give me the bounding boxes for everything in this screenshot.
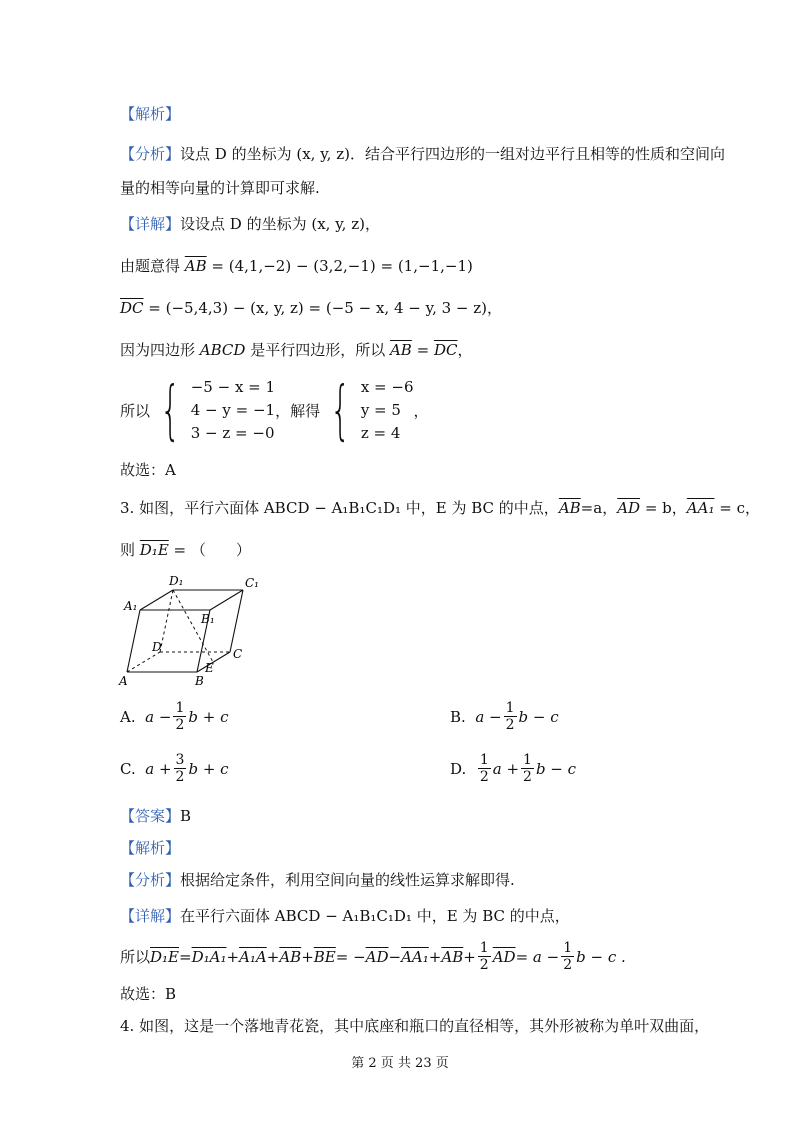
xiangjie-tag: 【详解】 bbox=[120, 907, 181, 925]
fraction bbox=[173, 700, 186, 733]
q3-answer bbox=[120, 806, 191, 826]
vector-ab: $\overline{AB}$ bbox=[184, 257, 207, 275]
fenxi-text-1: 设点 D 的坐标为 (x, y, z)．结合平行四边形的一组对边平行且相等的性质和空间向 bbox=[180, 145, 725, 163]
option-pre: a + bbox=[145, 759, 172, 778]
option-post: b + c bbox=[188, 759, 229, 778]
option-c[interactable] bbox=[120, 752, 229, 785]
option-label: B. bbox=[450, 707, 466, 726]
vec: $\overline{AB}$ bbox=[441, 947, 464, 966]
numerator: 1 bbox=[175, 700, 185, 716]
eq3-end: ， bbox=[457, 341, 473, 359]
q3-stem2-prefix: 则 bbox=[120, 541, 140, 559]
eq3-prefix: 因为四边形 bbox=[120, 341, 200, 359]
label-a: A bbox=[119, 674, 128, 687]
q3-final-answer: 故选：B bbox=[120, 985, 177, 1003]
q3-stem-1: 3. 如图，平行六面体 ABCD − A₁B₁C₁D₁ 中，E 为 BC 的中点，$\overline{AB}=a$，$\overline{AD} = b$，AA₁ = c， bbox=[120, 499, 760, 517]
denominator: 2 bbox=[563, 957, 573, 973]
vec: D₁A₁ bbox=[191, 947, 227, 966]
q3-fenxi bbox=[120, 870, 515, 890]
edge bbox=[140, 590, 173, 610]
sys1-row: 3 − z = −0 bbox=[190, 424, 275, 442]
denominator: 2 bbox=[505, 717, 515, 733]
xiangjie-tag: 【详解】 bbox=[120, 215, 181, 233]
fenxi-text: 根据给定条件，利用空间向量的线性运算求解即得. bbox=[180, 871, 515, 889]
vector-ad-q3: $\overline{AD}$ bbox=[617, 499, 641, 517]
denominator: 2 bbox=[523, 769, 532, 785]
left-brace: { bbox=[160, 373, 181, 448]
sys2-row: x = −6 bbox=[360, 378, 414, 396]
eq2-rest: = (−5,4,3) − (x, y, z) = (−5 − x, 4 − y, 3 − z)， bbox=[143, 299, 503, 317]
daan-value: B bbox=[180, 807, 192, 825]
fenxi-line-1 bbox=[120, 144, 725, 164]
hidden-edge bbox=[127, 652, 160, 672]
q3-ad-eq: = b bbox=[640, 499, 672, 517]
fraction bbox=[478, 940, 491, 973]
vector-d1e: D₁E bbox=[139, 541, 169, 559]
xiangjie-line bbox=[120, 214, 380, 234]
denominator: 2 bbox=[175, 769, 185, 785]
vector-dc-2: $\overline{DC}$ bbox=[433, 341, 458, 359]
edge bbox=[230, 590, 243, 652]
numerator: 3 bbox=[175, 752, 185, 768]
label-d: D bbox=[152, 640, 162, 654]
page-footer: 第 2 页 共 23 页 bbox=[351, 1056, 449, 1071]
eq3-abcd: ABCD bbox=[199, 341, 246, 359]
q3-jiexi-tag: 【解析】 bbox=[120, 839, 181, 857]
fraction bbox=[561, 940, 574, 973]
option-label: A. bbox=[120, 707, 136, 726]
sys-prefix: 所以 bbox=[120, 402, 151, 420]
q3-stem2-end: = （ ） bbox=[168, 541, 251, 559]
eq3-mid: 是平行四边形，所以 bbox=[245, 341, 390, 359]
option-post: b + c bbox=[188, 707, 229, 726]
daan-tag: 【答案】 bbox=[120, 807, 181, 825]
op: + bbox=[428, 947, 442, 966]
label-e: E bbox=[205, 661, 214, 675]
answer-1: 故选：A bbox=[120, 461, 176, 479]
op: = − bbox=[335, 947, 366, 966]
equation-ab bbox=[120, 256, 473, 276]
vector-ab-q3: $\overline{AB}$ bbox=[558, 499, 581, 517]
q3-aa1-eq: = c， bbox=[714, 499, 760, 517]
q3-stem-2 bbox=[120, 540, 251, 560]
xiangjie-text: 在平行六面体 ABCD − A₁B₁C₁D₁ 中，E 为 BC 的中点， bbox=[180, 907, 570, 925]
eq1-prefix: 由题意得 bbox=[120, 257, 185, 275]
option-a[interactable] bbox=[120, 700, 228, 733]
sys-end: ， bbox=[413, 402, 429, 420]
vec: $\overline{AD}$ bbox=[492, 947, 516, 966]
fraction bbox=[504, 700, 517, 733]
parallelogram-line bbox=[120, 340, 472, 360]
denominator: 2 bbox=[479, 769, 489, 785]
vector-dc: $\overline{DC}$ bbox=[120, 299, 144, 317]
equation-system bbox=[120, 373, 429, 448]
option-b[interactable] bbox=[450, 700, 559, 733]
denominator: 2 bbox=[479, 957, 489, 973]
numerator: 1 bbox=[505, 700, 515, 716]
q3-stem-text: 3. 如图，平行六面体 ABCD − A₁B₁C₁D₁ 中，E 为 BC 的中点， bbox=[120, 499, 559, 517]
sys2-row: z = 4 bbox=[360, 424, 401, 442]
option-pre: a − bbox=[145, 707, 172, 726]
sys1-row: 4 − y = −1 bbox=[190, 401, 276, 419]
numerator: 1 bbox=[523, 752, 532, 768]
op: + bbox=[226, 947, 240, 966]
option-label: D. bbox=[450, 759, 467, 778]
hidden-edge bbox=[160, 590, 173, 652]
q3-solution-equation bbox=[120, 940, 626, 973]
eq1-rest: = (4,1,−2) − (3,2,−1) = (1,−1,−1) bbox=[206, 257, 473, 275]
op: = a − bbox=[515, 947, 560, 966]
numerator: 1 bbox=[479, 940, 489, 956]
sol-prefix: 所以 bbox=[120, 948, 151, 966]
op: − bbox=[388, 947, 402, 966]
option-post: b − c bbox=[518, 707, 559, 726]
fenxi-tag: 【分析】 bbox=[120, 145, 181, 163]
system-2 bbox=[361, 376, 414, 445]
fraction bbox=[174, 752, 187, 785]
vec: A₁A bbox=[239, 947, 267, 966]
vector-aa1-q3: AA₁ bbox=[686, 499, 715, 517]
numerator: 1 bbox=[479, 752, 489, 768]
fenxi-tag: 【分析】 bbox=[120, 871, 181, 889]
fraction bbox=[478, 752, 491, 785]
op: + bbox=[266, 947, 280, 966]
op: + bbox=[301, 947, 314, 966]
option-mid: a + bbox=[492, 759, 520, 778]
denominator: 2 bbox=[175, 717, 185, 733]
option-pre: a − bbox=[475, 707, 502, 726]
q3-ab-eq: =a bbox=[580, 499, 603, 517]
label-c1: C₁ bbox=[245, 576, 259, 590]
fraction bbox=[521, 752, 534, 785]
q4-stem: 4. 如图，这是一个落地青花瓷，其中底座和瓶口的直径相等，其外形被称为单叶双曲面， bbox=[120, 1017, 710, 1035]
vec: D₁E bbox=[150, 947, 180, 966]
eq3-eq: = bbox=[411, 341, 434, 359]
xiangjie-text: 设设点 D 的坐标为 (x, y, z)， bbox=[180, 215, 380, 233]
vec: $\overline{AD}$ bbox=[365, 947, 389, 966]
q3-xiangjie bbox=[120, 906, 570, 926]
equation-dc bbox=[120, 298, 502, 318]
sol-end: b − c . bbox=[576, 947, 626, 966]
jiexi-tag: 【解析】 bbox=[120, 105, 181, 123]
parallelepiped-figure bbox=[115, 572, 265, 687]
sys1-row: −5 − x = 1 bbox=[190, 378, 276, 396]
vec: $\overline{AB}$ bbox=[279, 947, 302, 966]
label-a1: A₁ bbox=[124, 599, 138, 613]
label-b: B bbox=[195, 674, 204, 687]
label-d1: D₁ bbox=[169, 574, 184, 588]
edge bbox=[210, 590, 243, 610]
sys-mid: ，解得 bbox=[275, 402, 321, 420]
label-c: C bbox=[233, 647, 243, 661]
numerator: 1 bbox=[563, 940, 573, 956]
option-post: b − c bbox=[535, 759, 577, 778]
system-1 bbox=[191, 376, 275, 445]
option-label: C. bbox=[120, 759, 136, 778]
fenxi-line-2: 量的相等向量的计算即可求解. bbox=[120, 179, 320, 197]
left-brace: { bbox=[330, 373, 351, 448]
label-b1: B₁ bbox=[201, 612, 215, 626]
sys2-row: y = 5 bbox=[360, 401, 401, 419]
vector-ab-2: $\overline{AB}$ bbox=[389, 341, 412, 359]
vec: AA₁ bbox=[401, 947, 429, 966]
option-d[interactable] bbox=[450, 752, 576, 785]
op: + bbox=[463, 947, 476, 966]
edge bbox=[127, 610, 140, 672]
vec: $\overline{BE}$ bbox=[313, 947, 336, 966]
op: = bbox=[179, 947, 192, 966]
